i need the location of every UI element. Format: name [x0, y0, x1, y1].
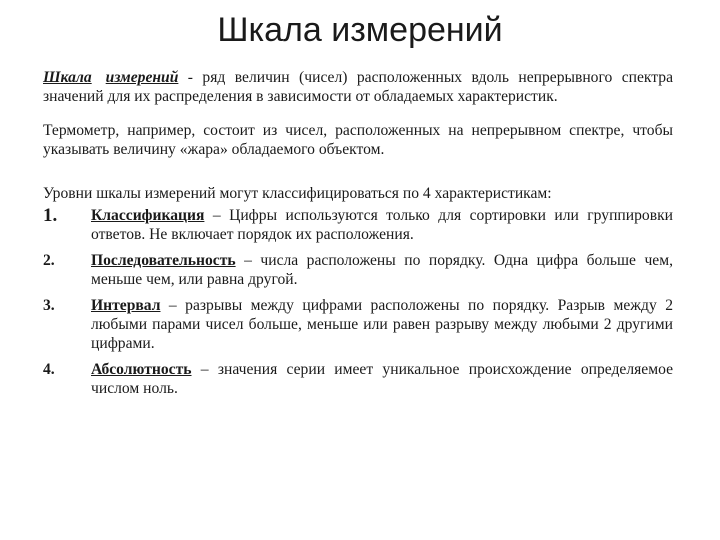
slide-title: Шкала измерений: [217, 11, 503, 49]
list-item-text: [91, 206, 673, 244]
list-item-term: Интервал: [91, 297, 161, 314]
example-paragraph: Термометр, например, состоит из чисел, расположенных на непрерывном спектре, чтобы указывать величину «жара» обладаемого объектом.: [43, 122, 673, 158]
list-item: [43, 251, 673, 289]
definition-text: - ряд величин (чисел) расположенных вдоль непрерывного спектра значений для их распределения в зависимости от обладаемых характеристик.: [43, 69, 673, 105]
list-item-term: Классификация: [91, 207, 205, 224]
levels-list: [43, 206, 673, 398]
list-item-description: – числа расположены по порядку. Одна цифра больше чем, меньше чем, или равна другой.: [91, 252, 673, 288]
list-item-description: – разрывы между цифрами расположены по порядку. Разрыв между 2 любыми парами чисел больше, меньше или равен разрыву между любыми 2 другими цифрами.: [91, 297, 673, 352]
list-item-text: [91, 296, 673, 353]
slide-body: [43, 68, 673, 405]
list-item-number: 1.: [43, 205, 58, 226]
list-item-term: Последовательность: [91, 252, 236, 269]
list-item: [43, 296, 673, 353]
list-item: [43, 206, 673, 244]
list-item: [43, 360, 673, 398]
list-item-number: 2.: [43, 252, 55, 269]
list-item-description: – значения серии имеет уникальное происхождение определяемое числом ноль.: [91, 361, 673, 397]
list-item-description: – Цифры используются только для сортировки или группировки ответов. Не включает порядок их расположения.: [91, 207, 673, 243]
list-item-text: [91, 360, 673, 398]
definition-paragraph: [43, 68, 673, 106]
list-item-number: 3.: [43, 297, 55, 314]
list-item-text: [91, 251, 673, 289]
list-item-number: 4.: [43, 361, 55, 378]
definition-term-word1: Шкала: [43, 69, 92, 86]
list-item-term: Абсолютность: [91, 361, 192, 378]
definition-term-word2: измерений: [105, 69, 179, 86]
levels-intro: Уровни шкалы измерений могут классифицироваться по 4 характеристикам:: [43, 185, 552, 202]
